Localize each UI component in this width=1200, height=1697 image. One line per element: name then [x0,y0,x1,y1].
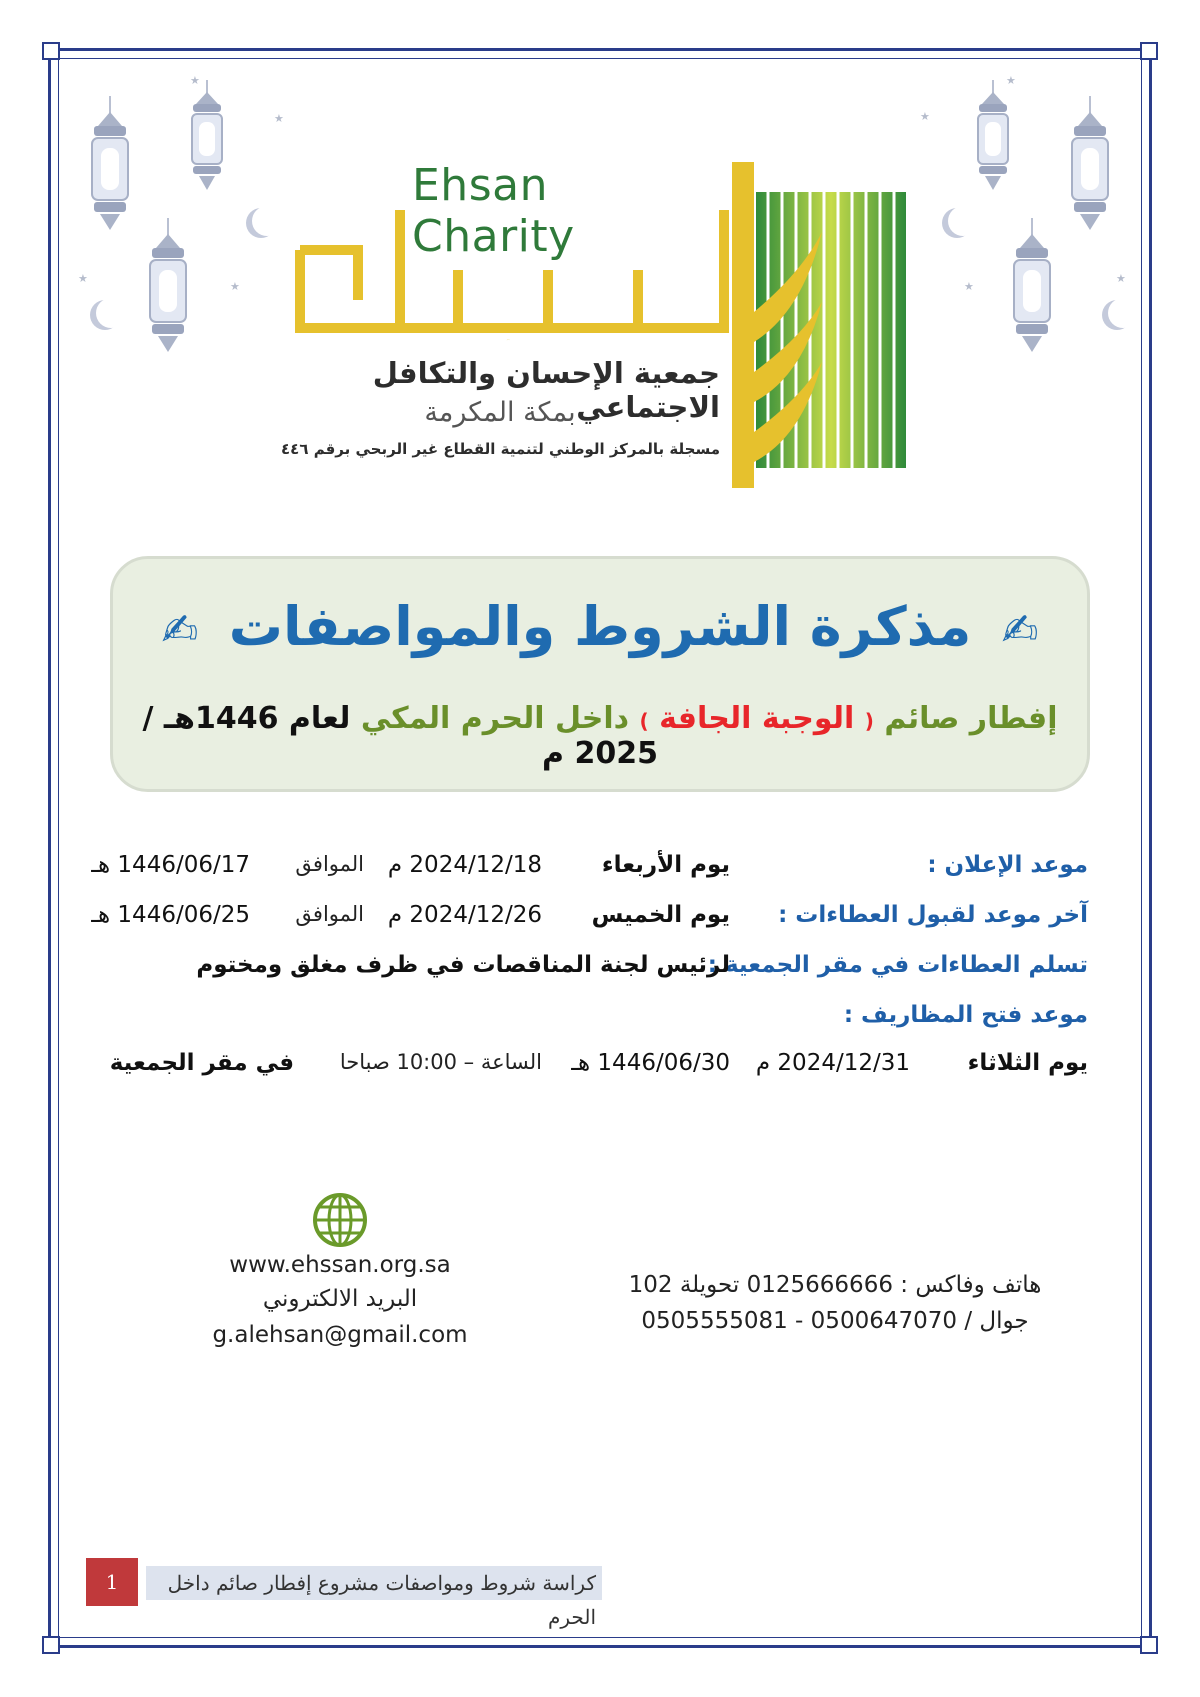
subtitle-location: داخل الحرم المكي [360,701,630,736]
email-label: البريد الالكتروني [262,1286,418,1312]
document-title-text: مذكرة الشروط والمواصفات [228,595,972,658]
opening-row [109,1050,1088,1090]
star-icon: ★ [78,272,88,285]
document-title [113,595,1087,658]
lantern-icon [1004,218,1060,368]
crescent-moon-icon [96,298,126,328]
subtitle-paren-open: ( [864,709,874,733]
logo-emblem [732,162,910,494]
pen-icon: ✍ [161,604,199,656]
announcement-corresponding: الموافق [295,852,364,876]
star-icon: ★ [920,110,930,123]
opening-time: الساعة – 10:00 صباحا [339,1050,542,1074]
opening-gregorian: 2024/12/31 م [755,1050,910,1076]
subtitle-dry-meal: الوجبة الجافة [659,701,855,736]
logo-city: بمكة المكرمة [424,397,576,428]
announcement-gregorian: 2024/12/18 م [387,852,542,878]
opening-label-row [120,1002,1088,1042]
deadline-label: آخر موعد لقبول العطاءات : [778,902,1088,928]
subtitle-paren-close: ) [639,709,649,733]
opening-day: يوم الثلاثاء [967,1050,1088,1076]
deadline-day: يوم الخميس [591,902,730,928]
delivery-row [120,952,1088,992]
lantern-icon [184,80,230,200]
crescent-moon-icon [948,206,978,236]
announcement-day: يوم الأربعاء [601,852,730,878]
announcement-label: موعد الإعلان : [927,852,1088,878]
deadline-row [91,902,1088,942]
star-icon: ★ [1006,74,1016,87]
star-icon: ★ [1116,272,1126,285]
lantern-icon [1062,96,1118,246]
corner-ornament [1140,1636,1158,1654]
logo-arabic-wordmark [288,200,728,340]
announcement-row [91,852,1088,892]
lantern-icon [970,80,1016,200]
delivery-value: لرئيس لجنة المناقصات في ظرف مغلق ومختوم [196,952,730,978]
announcement-hijri: 1446/06/17 هـ [91,852,250,878]
document-subtitle [133,701,1067,771]
lantern-icon [82,96,138,246]
deadline-hijri: 1446/06/25 هـ [91,902,250,928]
delivery-label: تسلم العطاءات في مقر الجمعية : [707,952,1088,978]
crescent-moon-icon [1108,298,1138,328]
subtitle-iftar: إفطار صائم [884,701,1058,736]
corner-ornament [42,42,60,60]
corner-ornament [1140,42,1158,60]
logo-english-name: Ehsan Charity [412,160,575,262]
corner-ornament [42,1636,60,1654]
logo-registration: مسجلة بالمركز الوطني لتنمية القطاع غير الربحي برقم ٤٤٦ [281,440,720,458]
star-icon: ★ [274,112,284,125]
opening-label: موعد فتح المظاريف : [843,1002,1088,1028]
pen-icon: ✍ [1001,604,1039,656]
title-box [110,556,1090,792]
star-icon: ★ [230,280,240,293]
mobile-line: جوال / 0500647070 - 0505555081 [641,1308,1029,1334]
lantern-icon [140,218,196,368]
opening-place: في مقر الجمعية [109,1050,294,1076]
opening-hijri: 1446/06/30 هـ [571,1050,730,1076]
crescent-moon-icon [252,206,282,236]
website-link[interactable]: www.ehssan.org.sa [229,1252,451,1278]
deadline-gregorian: 2024/12/26 م [387,902,542,928]
footer-text: كراسة شروط ومواصفات مشروع إفطار صائم داخل الحرم [146,1566,602,1600]
star-icon: ★ [190,74,200,87]
globe-icon [312,1192,368,1248]
subtitle-year: 1446هـ / 2025 م [142,701,658,771]
logo-org-name: جمعية الإحسان والتكافل الاجتماعي [372,356,720,424]
deadline-corresponding: الموافق [295,902,364,926]
logo-arabic-wordmark-text: إحسان [506,340,510,341]
phone-line: هاتف وفاكس : 0125666666 تحويلة 102 [628,1272,1042,1298]
page-number: 1 [86,1558,138,1606]
subtitle-year-label: لعام [288,701,351,736]
star-icon: ★ [964,280,974,293]
email-link[interactable]: g.alehsan@gmail.com [212,1322,468,1348]
